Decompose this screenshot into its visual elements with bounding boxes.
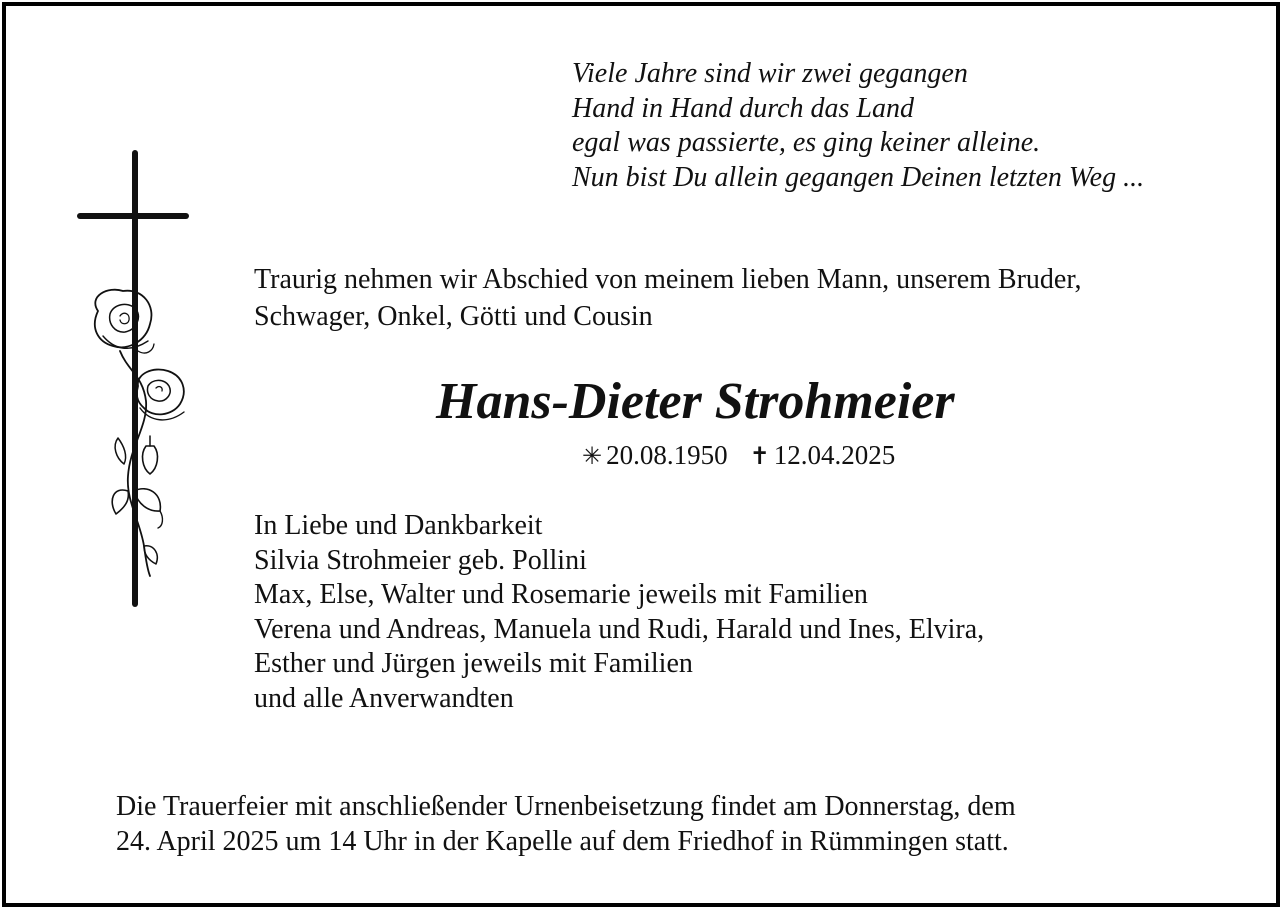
funeral-details-line: Die Trauerfeier mit anschließender Urnenbeisetzung findet am Donnerstag, dem	[116, 791, 1016, 822]
poem	[572, 57, 1144, 195]
mourners-line: In Liebe und Dankbarkeit	[254, 510, 543, 541]
obituary-notice	[2, 2, 1280, 907]
deceased-name: Hans-Dieter Strohmeier	[436, 373, 955, 430]
mourners-line: Esther und Jürgen jeweils mit Familien	[254, 648, 693, 679]
mourners-list	[254, 509, 984, 716]
mourners-line: Silvia Strohmeier geb. Pollini	[254, 544, 587, 576]
mourners-line: Max, Else, Walter und Rosemarie jeweils mit Familien	[254, 579, 868, 610]
poem-line: Nun bist Du allein gegangen Deinen letzten Weg ...	[572, 161, 1145, 193]
intro-text	[254, 262, 1082, 335]
birth-date: 20.08.1950	[606, 440, 728, 470]
death-cross-icon: ✝	[749, 444, 770, 470]
poem-line: Viele Jahre sind wir zwei gegangen	[572, 58, 968, 89]
poem-line: Hand in Hand durch das Land	[572, 92, 914, 124]
funeral-details	[116, 789, 1016, 859]
intro-line: Schwager, Onkel, Götti und Cousin	[254, 300, 653, 332]
poem-line: egal was passierte, es ging keiner alleine.	[572, 127, 1041, 158]
birth-star-icon: ✳	[582, 444, 603, 470]
funeral-details-line: 24. April 2025 um 14 Uhr in der Kapelle auf dem Friedhof in Rümmingen statt.	[116, 826, 1009, 857]
life-dates	[582, 438, 895, 474]
intro-line: Traurig nehmen wir Abschied von meinem lieben Mann, unserem Bruder,	[254, 264, 1082, 295]
cross-with-roses-icon	[68, 146, 198, 616]
mourners-line: Verena und Andreas, Manuela und Rudi, Harald und Ines, Elvira,	[254, 613, 985, 645]
mourners-line: und alle Anverwandten	[254, 682, 514, 714]
death-date: 12.04.2025	[773, 440, 896, 470]
